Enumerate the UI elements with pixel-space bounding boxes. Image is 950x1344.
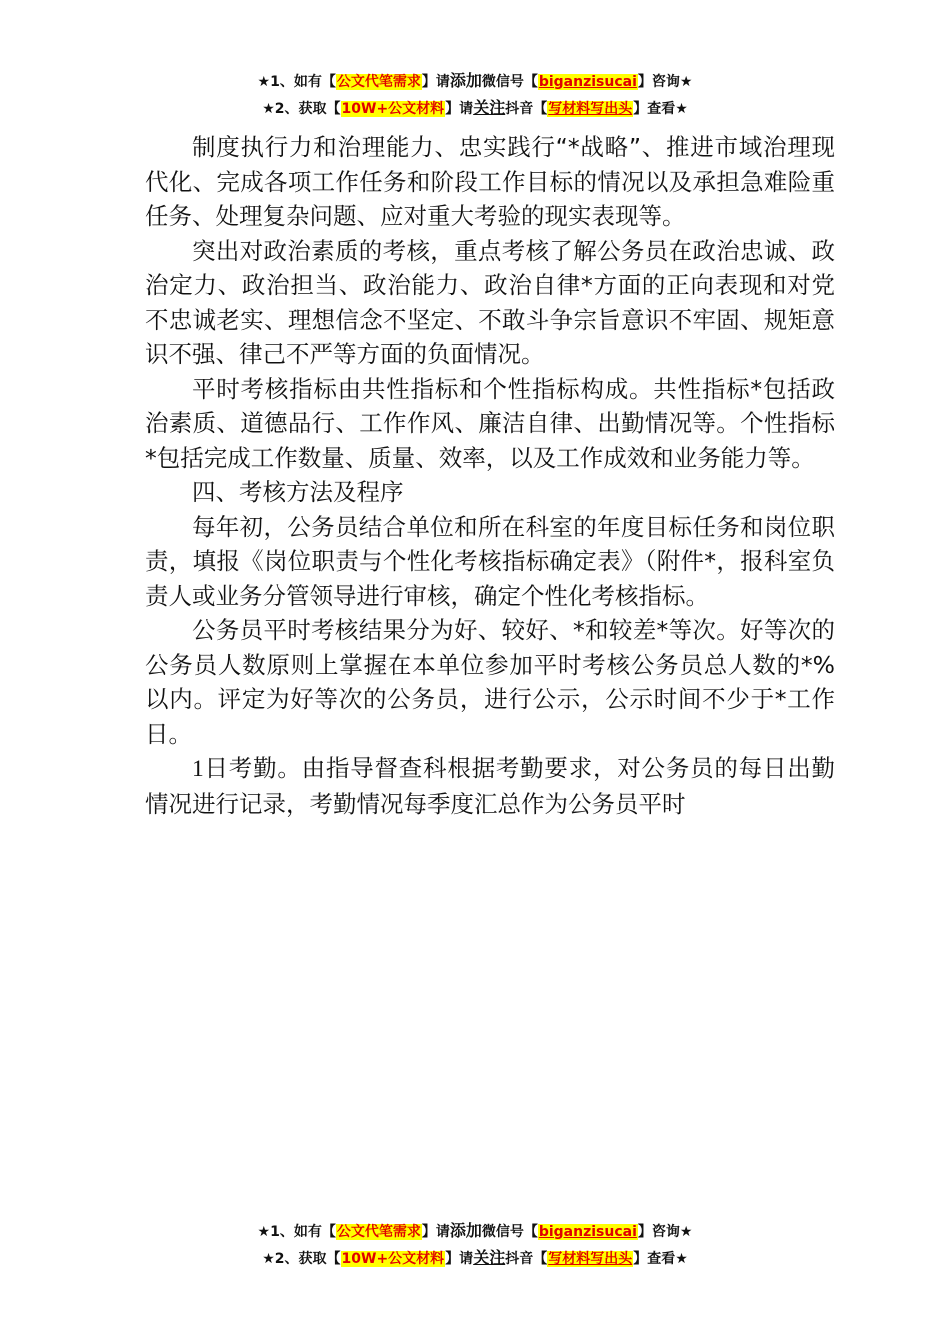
banner-text: 添加	[449, 1221, 482, 1240]
banner-text: 微信号【	[481, 1224, 538, 1240]
banner-text: 微信号【	[481, 74, 538, 90]
footer-banner	[0, 1218, 950, 1272]
paragraph: 平时考核指标由共性指标和个性指标构成。共性指标*包括政治素质、道德品行、工作作风、廉洁自律、出勤情况等。个性指标*包括完成工作数量、质量、效率，以及工作成效和业务能力等。	[145, 374, 835, 472]
wechat-id[interactable]: biganzisucai	[538, 1224, 637, 1240]
banner-text: 添加	[449, 71, 482, 90]
banner-line-1	[0, 1218, 950, 1245]
paragraph: 制度执行力和治理能力、忠实践行“*战略”、推进市域治理现代化、完成各项工作任务和阶段工作目标的情况以及承担急难险重任务、处理复杂问题、应对重大考验的现实表现等。	[145, 133, 835, 230]
highlight-materials: 10W+公文材料	[341, 1251, 445, 1267]
paragraph-text: 日考勤。由指导督查科根据考勤要求，对公务员的每日出勤情况进行记录，考勤情况每季度汇总作为公务员平时	[145, 754, 835, 818]
banner-text: ★1、如有【	[257, 74, 336, 90]
item-number: 1	[192, 756, 204, 782]
banner-text: 】请	[421, 1224, 450, 1240]
banner-text: 抖音【	[505, 1251, 548, 1267]
douyin-account[interactable]: 写材料写出头	[548, 1251, 633, 1267]
highlight-service: 公文代笔需求	[336, 1224, 421, 1240]
paragraph: 每年初，公务员结合单位和所在科室的年度目标任务和岗位职责，填报《岗位职责与个性化考核指标确定表》（附件*，报科室负责人或业务分管领导进行审核，确定个性化考核指标。	[145, 512, 835, 610]
douyin-account[interactable]: 写材料写出头	[548, 101, 633, 117]
section-heading: 四、考核方法及程序	[192, 478, 404, 506]
document-body	[145, 130, 835, 821]
highlight-materials: 10W+公文材料	[341, 101, 445, 117]
banner-text: 关注	[473, 98, 506, 117]
banner-text: 】请	[445, 101, 474, 117]
banner-text: 】咨询★	[637, 74, 693, 90]
banner-text: ★1、如有【	[257, 1224, 336, 1240]
highlight-service: 公文代笔需求	[336, 74, 421, 90]
paragraph: 公务员平时考核结果分为好、较好、*和较差*等次。好等次的公务员人数原则上掌握在本单位参加平时考核公务员总人数的*%以内。评定为好等次的公务员，进行公示，公示时间不少于*工作日。	[145, 616, 835, 748]
banner-line-2	[0, 1245, 950, 1272]
paragraph	[145, 751, 835, 821]
banner-text: 】查看★	[633, 101, 688, 117]
banner-line-2	[0, 95, 950, 122]
banner-text: 】请	[445, 1251, 474, 1267]
wechat-id[interactable]: biganzisucai	[538, 74, 637, 90]
banner-text: 】查看★	[633, 1251, 688, 1267]
header-banner	[0, 68, 950, 122]
banner-text: 】请	[421, 74, 450, 90]
paragraph: 突出对政治素质的考核，重点考核了解公务员在政治忠诚、政治定力、政治担当、政治能力、政治自律*方面的正向表现和对党不忠诚老实、理想信念不坚定、不敢斗争宗旨意识不牢固、规矩意识不强、律己不严等方面的负面情况。	[145, 236, 835, 368]
banner-text: ★2、获取【	[262, 101, 341, 117]
banner-text: ★2、获取【	[262, 1251, 341, 1267]
banner-text: 】咨询★	[637, 1224, 693, 1240]
banner-text: 关注	[473, 1248, 506, 1267]
banner-line-1	[0, 68, 950, 95]
banner-text: 抖音【	[505, 101, 548, 117]
